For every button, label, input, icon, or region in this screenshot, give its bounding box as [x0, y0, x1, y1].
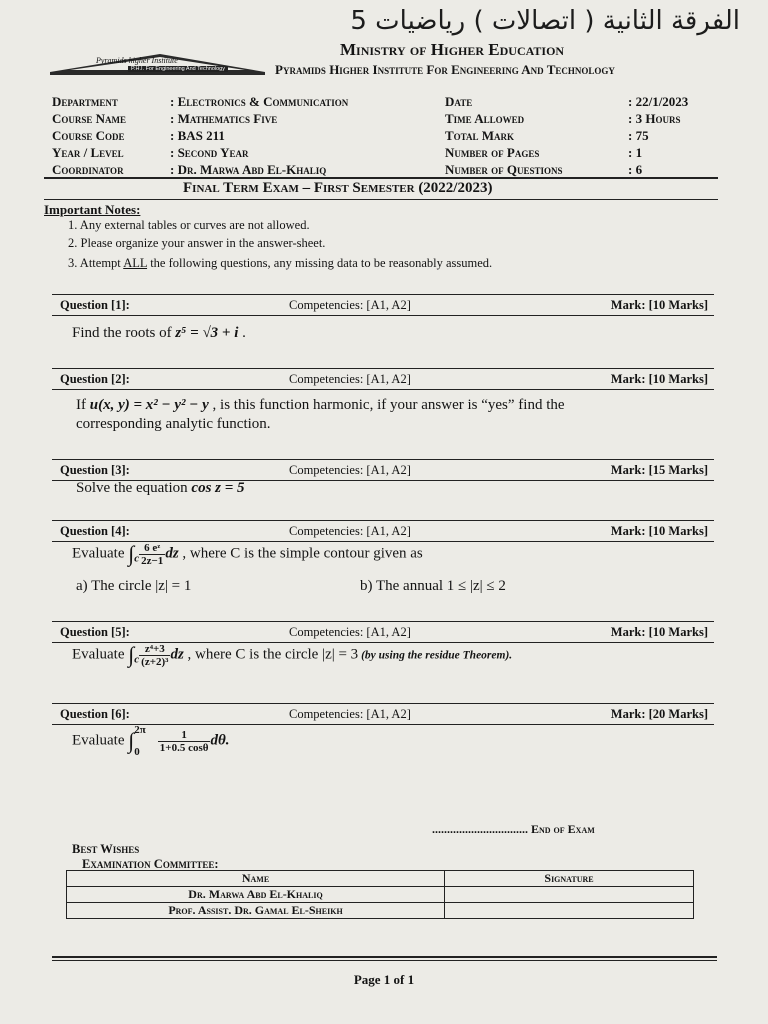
question-rule [52, 294, 714, 295]
logo-subtext: P.H.I. For Engineering And Technology [128, 66, 228, 72]
question-2-text [76, 397, 565, 414]
q4-text-post: , where C is the simple contour given as [178, 545, 423, 562]
integral-symbol: ∫ [128, 642, 135, 667]
question-6-header [52, 705, 712, 725]
member-name: Dr. Marwa Abd El-Khaliq [67, 887, 445, 903]
value-pages: : 1 [628, 145, 643, 160]
table-row [67, 887, 694, 903]
value-year: : Second Year [170, 145, 249, 160]
question-rule [52, 520, 714, 521]
question-2-text-line2: corresponding analytic function. [76, 416, 271, 432]
q3-expression: cos z = 5 [191, 480, 245, 496]
question-2-competencies: Competencies: [A1, A2] [289, 372, 411, 386]
exam-title: Final Term Exam – First Semester (2022/2023) [183, 180, 493, 196]
note-3-post: the following questions, any missing data to be reasonably assumed. [150, 256, 493, 270]
fraction-numerator: z⁴+3 [144, 642, 165, 655]
integral-symbol: ∫ [128, 541, 135, 566]
note-3 [68, 256, 492, 271]
question-2-header [52, 370, 712, 390]
table-row [67, 903, 694, 919]
table-header-row [67, 871, 694, 887]
value-total-mark: : 75 [628, 128, 649, 143]
q1-text-post: . [238, 325, 246, 341]
value-time-allowed: : 3 Hours [628, 111, 681, 126]
logo-text: Pyramids higher Institute [96, 56, 178, 65]
label-course-name: Course Name [52, 111, 127, 126]
page-number: Page 1 of 1 [353, 972, 415, 987]
question-6-mark: Mark: [20 Marks] [610, 707, 708, 721]
q4-text-pre: Evaluate [72, 545, 129, 562]
q3-text-pre: Solve the equation [76, 480, 192, 496]
question-4-header [52, 522, 712, 542]
question-6-competencies: Competencies: [A1, A2] [289, 707, 411, 721]
q2-expression: u(x, y) = x² − y² − y [89, 397, 209, 413]
fraction-denominator: 2z−1 [141, 554, 164, 567]
question-rule [52, 315, 714, 316]
q5-text-pre: Evaluate [72, 646, 129, 663]
question-5-text [72, 642, 512, 668]
label-year: Year / Level [52, 145, 124, 160]
differential: dθ. [210, 732, 230, 749]
integral-symbol: ∫ [128, 728, 135, 753]
question-rule [52, 389, 714, 390]
fraction-numerator: 6 eᶻ [144, 541, 161, 554]
institute-title: Pyramids Higher Institute For Engineering And Technology [275, 62, 615, 77]
question-3-header [52, 461, 712, 481]
question-3-label: Question [3]: [60, 463, 130, 477]
question-4-part-a: a) The circle |z| = 1 [76, 578, 192, 594]
integral-lower-limit: c [134, 653, 140, 666]
q6-fraction [158, 729, 211, 754]
differential: dz [170, 646, 184, 663]
col-name-header: Name [67, 871, 445, 887]
q4-fraction [139, 542, 165, 567]
question-1-label: Question [1]: [60, 298, 130, 312]
question-4-competencies: Competencies: [A1, A2] [289, 524, 411, 538]
question-rule [52, 368, 714, 369]
committee-table [66, 870, 694, 919]
question-3-competencies: Competencies: [A1, A2] [289, 463, 411, 477]
question-rule [52, 703, 714, 704]
q2-text-pre: If [76, 397, 90, 413]
q6-text-pre: Evaluate [72, 732, 129, 749]
q2-text-post: , is this function harmonic, if your answer is “yes” find the [208, 397, 565, 413]
question-4-label: Question [4]: [60, 524, 130, 538]
label-date: Date [445, 94, 473, 109]
value-course-name: : Mathematics Five [170, 111, 278, 126]
value-course-code: : BAS 211 [170, 128, 225, 143]
question-rule [52, 621, 714, 622]
q1-expression: z⁵ = √3 + i [175, 325, 239, 341]
notes-title: Important Notes: [44, 202, 141, 217]
q1-text-pre: Find the roots of [72, 325, 176, 341]
fraction-denominator: 1+0.5 cosθ [159, 741, 209, 754]
integral-lower-limit: 0 [134, 746, 140, 758]
end-of-exam: ................................ End of Exam [432, 822, 595, 836]
question-1-header [52, 296, 712, 316]
q5-text-post: , where C is the circle |z| = 3 [183, 646, 359, 663]
value-department: : Electronics & Communication [170, 94, 349, 109]
label-questions: Number of Questions [445, 162, 563, 177]
fraction-numerator: 1 [181, 728, 187, 741]
label-coordinator: Coordinator [52, 162, 124, 177]
note-1: 1. Any external tables or curves are not allowed. [68, 218, 310, 232]
value-questions: : 6 [628, 162, 643, 177]
ministry-title: Ministry of Higher Education [340, 40, 565, 59]
question-1-text [72, 325, 246, 342]
question-5-mark: Mark: [10 Marks] [610, 625, 708, 639]
question-2-mark: Mark: [10 Marks] [610, 372, 708, 386]
fraction-denominator: (z+2)³ [141, 655, 169, 668]
member-signature [445, 887, 694, 903]
label-department: Department [52, 94, 118, 109]
footer-divider [52, 960, 717, 961]
question-6-text [72, 724, 230, 758]
note-3-emphasis: ALL [123, 256, 148, 270]
question-4-text [72, 541, 423, 567]
question-4-mark: Mark: [10 Marks] [610, 524, 708, 538]
best-wishes: Best Wishes [72, 842, 140, 856]
question-2-label: Question [2]: [60, 372, 130, 386]
question-4-part-b: b) The annual 1 ≤ |z| ≤ 2 [360, 578, 506, 594]
divider [44, 199, 718, 200]
question-1-mark: Mark: [10 Marks] [610, 298, 708, 312]
value-date: : 22/1/2023 [628, 94, 689, 109]
question-6-label: Question [6]: [60, 707, 130, 721]
q5-fraction [139, 643, 170, 668]
member-signature [445, 903, 694, 919]
value-coordinator: : Dr. Marwa Abd El-Khaliq [170, 162, 327, 177]
question-1-competencies: Competencies: [A1, A2] [289, 298, 411, 312]
handwritten-note: الفرقة الثانية ( اتصالات ) رياضيات 5 [350, 6, 740, 36]
integral-limits [134, 724, 146, 758]
question-3-text [76, 480, 245, 497]
question-rule [52, 459, 714, 460]
integral-upper-limit: 2π [134, 724, 146, 736]
q5-note: (by using the residue Theorem). [358, 649, 513, 662]
committee-title: Examination Committee: [82, 857, 219, 871]
question-5-competencies: Competencies: [A1, A2] [289, 625, 411, 639]
footer-divider [52, 956, 717, 958]
label-total-mark: Total Mark [445, 128, 515, 143]
col-signature-header: Signature [445, 871, 694, 887]
label-pages: Number of Pages [445, 145, 540, 160]
label-time-allowed: Time Allowed [445, 111, 525, 126]
member-name: Prof. Assist. Dr. Gamal El-Sheikh [67, 903, 445, 919]
question-5-header [52, 623, 712, 643]
note-2: 2. Please organize your answer in the answer-sheet. [68, 236, 326, 250]
question-3-mark: Mark: [15 Marks] [610, 463, 708, 477]
note-3-pre: 3. Attempt [68, 256, 121, 270]
integral-lower-limit: c [134, 552, 140, 565]
differential: dz [165, 545, 179, 562]
label-course-code: Course Code [52, 128, 125, 143]
question-5-label: Question [5]: [60, 625, 130, 639]
divider [44, 177, 718, 179]
